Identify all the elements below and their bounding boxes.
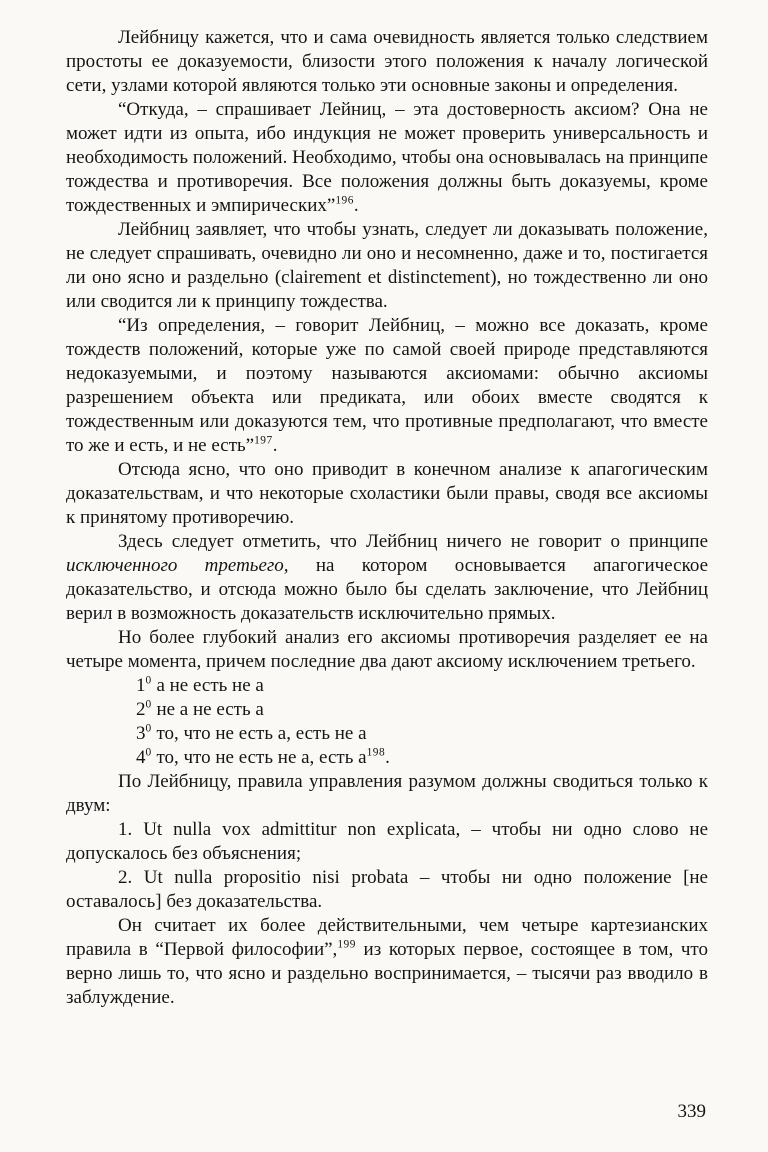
footnote-reference-198: 198 — [366, 746, 386, 759]
text-run: “Откуда, – спрашивает Лейниц, – эта достоверность аксиом? Она не может идти из опыта, ибо индукция не может проверить универсальность и необходимость положений. Необходимо, чтобы она основывалась на принципе тождества и противоречия. Все положения должны быть доказуемы, кроме тождественных и эмпирических” — [66, 99, 708, 216]
axiom-number: 2 — [136, 699, 146, 720]
axiom-number: 3 — [136, 723, 146, 744]
paragraph-1 — [66, 26, 708, 98]
axiom-number: 1 — [136, 675, 146, 696]
paragraph-6 — [66, 530, 708, 626]
text-run: . — [353, 195, 359, 216]
text-run: Но более глубокий анализ его аксиомы противоречия разделяет ее на четыре момента, причем последние два дают аксиому исключением третьего. — [66, 627, 708, 672]
page-number: 339 — [677, 1101, 706, 1122]
text-run: Он считает их более действительными, чем четыре картезианских правила в “Первой философии”, — [66, 915, 708, 960]
text-run: 2. Ut nulla propositio nisi probata – чтобы ни одно положение [не оставалось] без доказательства. — [66, 867, 708, 912]
paragraph-4 — [66, 314, 708, 458]
text-run: 1. Ut nulla vox admittitur non explicata, – чтобы ни одно слово не допускалось без объяснения; — [66, 819, 708, 864]
paragraph-3 — [66, 218, 708, 314]
ordinal-superscript: 0 — [145, 722, 152, 735]
paragraph-5 — [66, 458, 708, 530]
paragraph-8 — [66, 770, 708, 818]
paragraph-7 — [66, 626, 708, 674]
italic-run: исключенного третьего, — [66, 555, 289, 576]
text-run: Отсюда ясно, что оно приводит в конечном анализе к апагогическим доказательствам, и что некоторые схоластики были правы, сводя все аксиомы к принятому противоречию. — [66, 459, 708, 528]
text-block — [66, 26, 708, 1010]
footnote-reference-199: 199 — [337, 938, 356, 951]
paragraph-9 — [66, 818, 708, 866]
text-run: то, что не есть а, есть не а — [151, 723, 367, 744]
text-run: Лейбницу кажется, что и сама очевидность является только следствием простоты ее доказуемости, близости этого положения к началу логической сети, узлами которой являются только эти основные законы и определения. — [66, 27, 708, 96]
text-run: Здесь следует отметить, что Лейбниц ничего не говорит о принципе — [118, 531, 708, 552]
ordinal-superscript: 0 — [145, 746, 152, 759]
text-run: не а не есть а — [151, 699, 264, 720]
footnote-reference-196: 196 — [335, 194, 354, 207]
axiom-number: 4 — [136, 747, 146, 768]
text-run: а не есть не а — [151, 675, 264, 696]
text-run: По Лейбницу, правила управления разумом должны сводиться только к двум: — [66, 771, 708, 816]
axiom-item-2 — [66, 698, 708, 722]
text-run: на котором основывается апагогическое доказательство, и отсюда можно было бы сделать заключение, что Лейбниц верил в возможность доказательств исключительно прямых. — [66, 555, 708, 624]
ordinal-superscript: 0 — [145, 674, 152, 687]
axiom-item-3 — [66, 722, 708, 746]
footnote-reference-197: 197 — [254, 434, 273, 447]
ordinal-superscript: 0 — [145, 698, 152, 711]
paragraph-10 — [66, 866, 708, 914]
text-run: то, что не есть не а, есть а — [151, 747, 367, 768]
text-run: . — [385, 747, 390, 768]
text-run: “Из определения, – говорит Лейбниц, – можно все доказать, кроме тождеств положений, которые уже по самой своей природе представляются недоказуемыми, и поэтому называются аксиомами: обычно аксиомы разрешением объекта или предиката, или обоих вместе сводятся к тождественным или доказуются тем, что противные предполагают, что вместе то же и есть, и не есть” — [66, 315, 708, 456]
text-run: . — [272, 435, 278, 456]
paragraph-11 — [66, 914, 708, 1010]
axiom-item-4 — [66, 746, 708, 770]
paragraph-2 — [66, 98, 708, 218]
text-run: из которых первое, состоящее в том, что верно лишь то, что ясно и раздельно воспринимается, – тысячи раз вводило в заблуждение. — [66, 939, 708, 1008]
text-run: Лейбниц заявляет, что чтобы узнать, следует ли доказывать положение, не следует спрашивать, очевидно ли оно и несомненно, даже и то, постигается ли оно ясно и раздельно (clairement et distinctement), но тождественно ли оно или сводится ли к принципу тождества. — [66, 219, 708, 312]
axiom-item-1 — [66, 674, 708, 698]
